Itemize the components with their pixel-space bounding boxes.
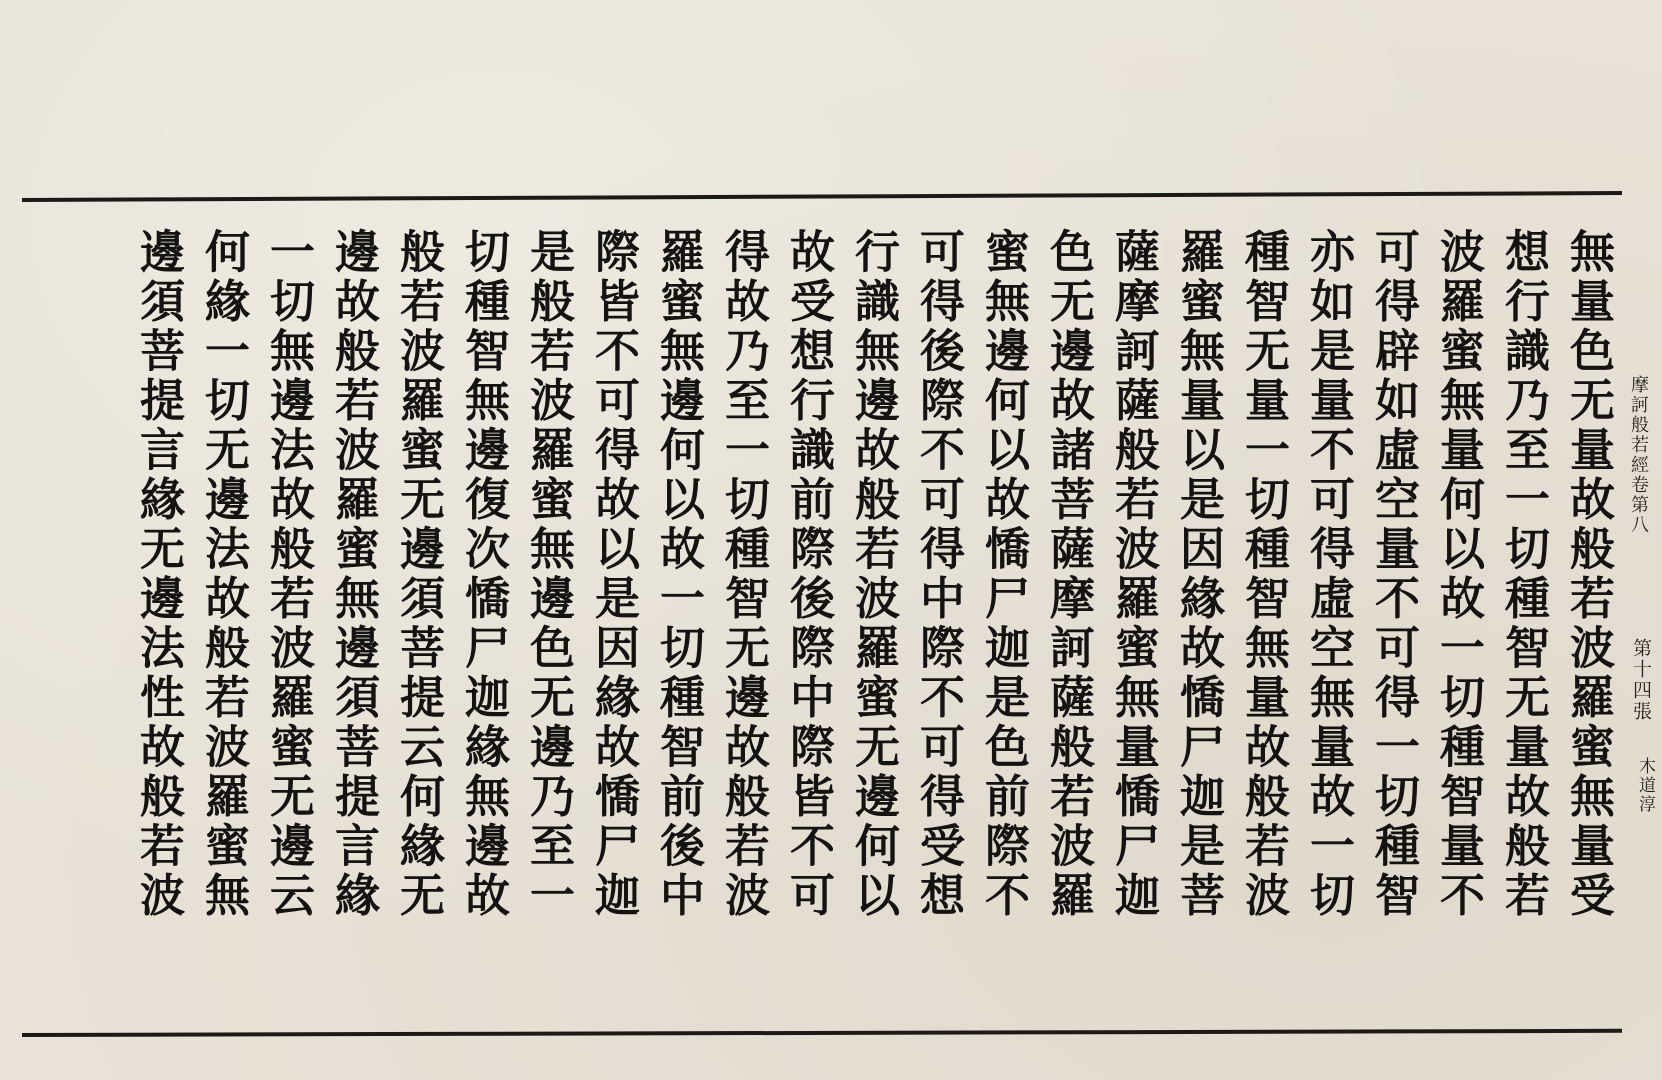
sutra-text-block <box>65 228 1630 973</box>
text-column-23: 邊須菩提言緣无邊法性故般若波 <box>132 228 185 921</box>
text-column-3: 波羅蜜無量何以故一切種智量不 <box>1432 228 1485 921</box>
margin-page-number: 第十四張 <box>1630 638 1652 722</box>
text-column-1: 無量色无量故般若波羅蜜無量受 <box>1562 228 1615 921</box>
text-column-21: 一切無邊法故般若波羅蜜无邊云 <box>262 228 315 921</box>
text-column-10: 蜜無邊何以故憍尸迦是色前際不 <box>977 228 1030 921</box>
text-column-7: 羅蜜無量以是因緣故憍尸迦是菩 <box>1172 228 1225 921</box>
text-column-11: 可得後際不可得中際不可得受想 <box>912 228 965 921</box>
text-column-17: 是般若波羅蜜無邊色无邊乃至一 <box>522 228 575 921</box>
text-column-18: 切種智無邊復次憍尸迦緣無邊故 <box>457 228 510 921</box>
text-column-19: 般若波羅蜜无邊須菩提云何緣无 <box>392 228 445 921</box>
text-column-16: 際皆不可得故以是因緣故憍尸迦 <box>587 228 640 921</box>
text-column-13: 故受想行識前際後際中際皆不可 <box>782 228 835 921</box>
margin-title: 摩訶般若經卷第八 <box>1628 375 1649 535</box>
text-column-15: 羅蜜無邊何以故一切種智前後中 <box>652 228 705 921</box>
text-column-22: 何緣一切无邊法故般若波羅蜜無 <box>197 228 250 921</box>
text-column-9: 色无邊故諸菩薩摩訶薩般若波羅 <box>1042 228 1095 921</box>
text-column-4: 可得辟如虛空量不可得一切種智 <box>1367 228 1420 921</box>
margin-carver-name: 木道淳 <box>1635 757 1655 814</box>
text-column-5: 亦如是量不可得虛空無量故一切 <box>1302 228 1355 921</box>
text-column-20: 邊故般若波羅蜜無邊須菩提言緣 <box>327 228 380 921</box>
text-column-12: 行識無邊故般若波羅蜜无邊何以 <box>847 228 900 921</box>
text-column-8: 薩摩訶薩般若波羅蜜無量憍尸迦 <box>1107 228 1160 921</box>
text-column-2: 想行識乃至一切種智无量故般若 <box>1497 228 1550 921</box>
text-column-6: 種智无量一切種智無量故般若波 <box>1237 228 1290 921</box>
text-column-14: 得故乃至一切種智无邊故般若波 <box>717 228 770 921</box>
